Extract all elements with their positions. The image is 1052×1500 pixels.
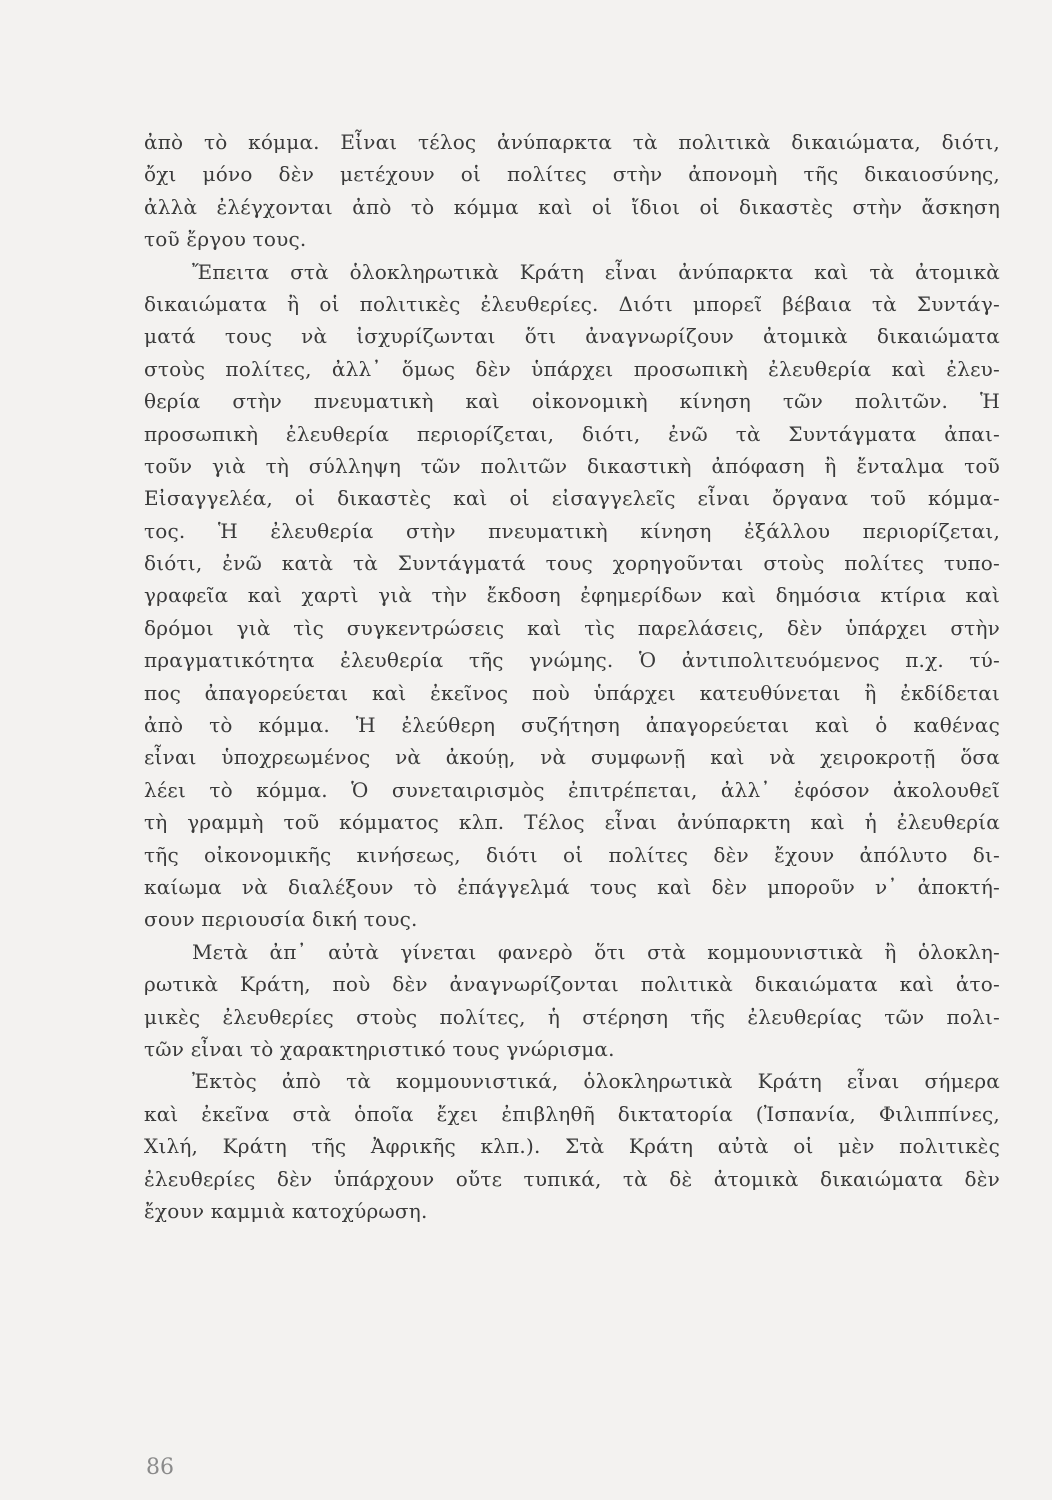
text-line: στοὺς πολίτες, ἀλλ᾽ ὅμως δὲν ὑπάρχει προσωπικὴ ἐλευθερία καὶ ἐλευ- [144,356,1000,381]
text-line: ἐλευθερίες δὲν ὑπάρχουν οὔτε τυπικά, τὰ δὲ ἀτομικὰ δικαιώματα δὲν [144,1166,1000,1191]
text-line: ἀπὸ τὸ κόμμα. Ἡ ἐλεύθερη συζήτηση ἀπαγορεύεται καὶ ὁ καθένας [144,713,1000,738]
text-line: τῆς οἰκονομικῆς κινήσεως, διότι οἱ πολίτες δὲν ἔχουν ἀπόλυτο δι- [144,842,1000,867]
text-line: δρόμοι γιὰ τὶς συγκεντρώσεις καὶ τὶς παρελάσεις, δὲν ὑπάρχει στὴν [144,615,1000,640]
text-line: γραφεῖα καὶ χαρτὶ γιὰ τὴν ἔκδοση ἐφημερίδων καὶ δημόσια κτίρια καὶ [144,583,1000,608]
text-line: τος. Ἡ ἐλευθερία στὴν πνευματικὴ κίνηση ἐξάλλου περιορίζεται, [144,518,1000,543]
text-line: καίωμα νὰ διαλέξουν τὸ ἐπάγγελμά τους καὶ δὲν μποροῦν ν᾽ ἀποκτή- [144,874,1000,899]
text-line: μικὲς ἐλευθερίες στοὺς πολίτες, ἡ στέρηση τῆς ἐλευθερίας τῶν πολι- [144,1004,1000,1029]
text-line: πραγματικότητα ἐλευθερία τῆς γνώμης. Ὁ ἀντιπολιτευόμενος π.χ. τύ- [144,648,1000,673]
text-line: θερία στὴν πνευματικὴ καὶ οἰκονομικὴ κίνηση τῶν πολιτῶν. Ἡ [144,389,1000,414]
text-line: ρωτικὰ Κράτη, ποὺ δὲν ἀναγνωρίζονται πολιτικὰ δικαιώματα καὶ ἀτο- [144,972,1000,997]
text-line: Μετὰ ἀπ᾽ αὐτὰ γίνεται φανερὸ ὅτι στὰ κομμουνιστικὰ ἢ ὁλοκλη- [192,939,1000,964]
text-line: ἀλλὰ ἐλέγχονται ἀπὸ τὸ κόμμα καὶ οἱ ἴδιοι οἱ δικαστὲς στὴν ἄσκηση [144,194,1000,219]
text-line: δικαιώματα ἢ οἱ πολιτικὲς ἐλευθερίες. Διότι μπορεῖ βέβαια τὰ Συντάγ- [144,291,1000,316]
text-line: καὶ ἐκεῖνα στὰ ὁποῖα ἔχει ἐπιβληθῆ δικτατορία (Ἰσπανία, Φιλιππίνες, [144,1101,1000,1126]
body-text [144,126,1000,1227]
text-line: ματά τους νὰ ἰσχυρίζωνται ὅτι ἀναγνωρίζουν ἀτομικὰ δικαιώματα [144,324,1000,349]
text-line: τοῦ ἔργου τους. [144,227,307,252]
text-line: λέει τὸ κόμμα. Ὁ συνεταιρισμὸς ἐπιτρέπεται, ἀλλ᾽ ἐφόσον ἀκολουθεῖ [144,777,1000,802]
text-line: Χιλή, Κράτη τῆς Ἀφρικῆς κλπ.). Στὰ Κράτη αὐτὰ οἱ μὲν πολιτικὲς [144,1134,1000,1159]
text-line: Ἐκτὸς ἀπὸ τὰ κομμουνιστικά, ὁλοκληρωτικὰ Κράτη εἶναι σήμερα [192,1069,1000,1094]
text-line: προσωπικὴ ἐλευθερία περιορίζεται, διότι, ἐνῶ τὰ Συντάγματα ἀπαι- [144,421,1000,446]
text-line: εἶναι ὑποχρεωμένος νὰ ἀκούῃ, νὰ συμφωνῇ καὶ νὰ χειροκροτῇ ὅσα [144,745,1000,770]
text-line: ἔχουν καμμιὰ κατοχύρωση. [144,1198,428,1223]
text-line: ὄχι μόνο δὲν μετέχουν οἱ πολίτες στὴν ἀπονομὴ τῆς δικαιοσύνης, [144,162,1000,187]
text-line: τῶν εἶναι τὸ χαρακτηριστικό τους γνώρισμα. [144,1036,615,1061]
page-number: 86 [146,1455,174,1480]
text-line: τοῦν γιὰ τὴ σύλληψη τῶν πολιτῶν δικαστικὴ ἀπόφαση ἢ ἔνταλμα τοῦ [144,453,1000,478]
text-line: τὴ γραμμὴ τοῦ κόμματος κλπ. Τέλος εἶναι ἀνύπαρκτη καὶ ἡ ἐλευθερία [144,810,1000,835]
text-line: πος ἀπαγορεύεται καὶ ἐκεῖνος ποὺ ὑπάρχει κατευθύνεται ἢ ἐκδίδεται [144,680,1000,705]
text-line: Ἔπειτα στὰ ὁλοκληρωτικὰ Κράτη εἶναι ἀνύπαρκτα καὶ τὰ ἀτομικὰ [192,259,1000,284]
text-line: διότι, ἐνῶ κατὰ τὰ Συντάγματά τους χορηγοῦνται στοὺς πολίτες τυπο- [144,551,1000,576]
text-line: σουν περιουσία δική τους. [144,907,418,932]
text-line: ἀπὸ τὸ κόμμα. Εἶναι τέλος ἀνύπαρκτα τὰ πολιτικὰ δικαιώματα, διότι, [144,130,1000,154]
text-line: Εἰσαγγελέα, οἱ δικαστὲς καὶ οἱ εἰσαγγελεῖς εἶναι ὄργανα τοῦ κόμμα- [144,486,1000,511]
